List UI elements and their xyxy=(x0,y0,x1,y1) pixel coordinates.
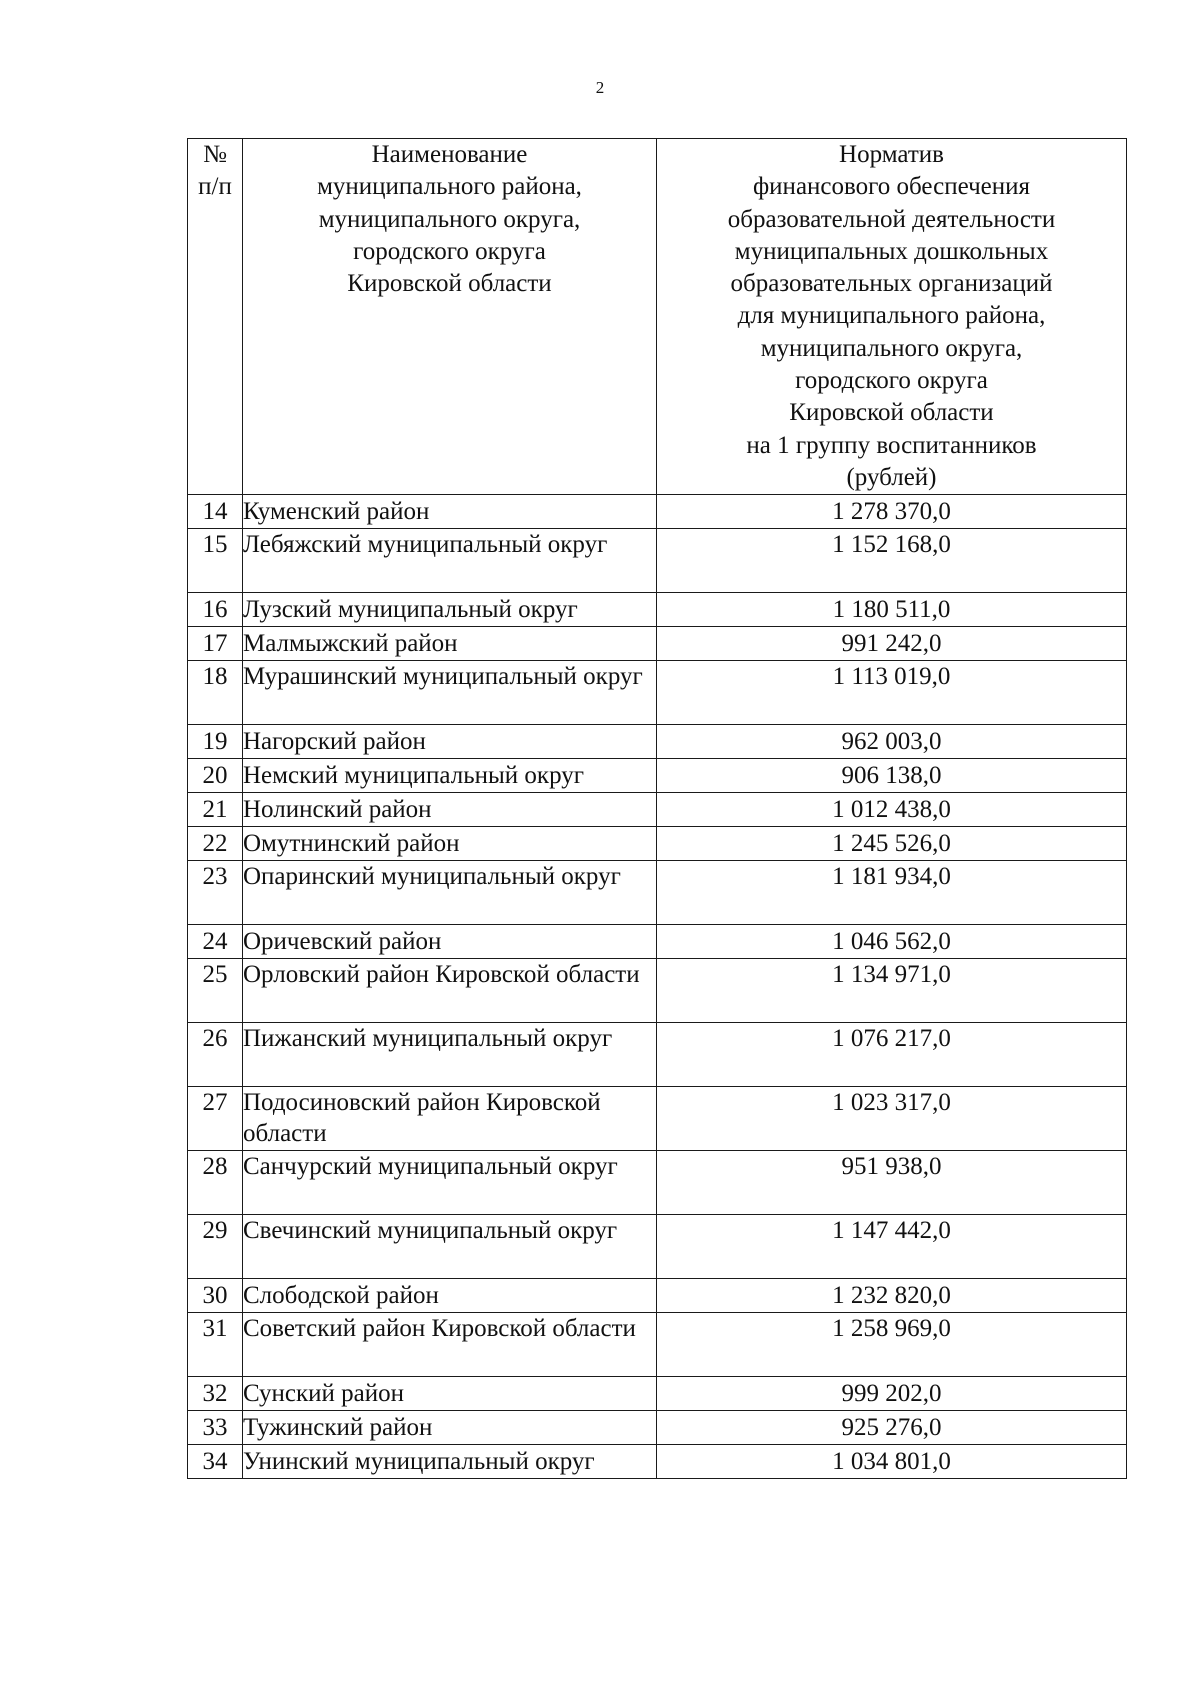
row-number: 18 xyxy=(188,661,243,725)
page-number: 2 xyxy=(595,78,605,97)
table-row xyxy=(188,1151,1127,1215)
row-number: 31 xyxy=(188,1313,243,1377)
row-value: 1 034 801,0 xyxy=(657,1445,1127,1479)
table-row xyxy=(188,1445,1127,1479)
row-number: 25 xyxy=(188,959,243,1023)
row-name: Тужинский район xyxy=(243,1411,657,1445)
header-name: Наименование муниципального района, муниципального округа, городского округа Кировской области xyxy=(243,139,657,495)
table-row xyxy=(188,1215,1127,1279)
row-name: Лебяжский муниципальный округ xyxy=(243,529,657,593)
norm-table xyxy=(187,138,1127,1479)
table-row xyxy=(188,1377,1127,1411)
row-number: 26 xyxy=(188,1023,243,1087)
row-number: 21 xyxy=(188,793,243,827)
table-row xyxy=(188,793,1127,827)
row-number: 29 xyxy=(188,1215,243,1279)
row-value: 1 023 317,0 xyxy=(657,1087,1127,1151)
row-name: Нагорский район xyxy=(243,725,657,759)
table-header-row xyxy=(188,139,1127,495)
row-value: 991 242,0 xyxy=(657,627,1127,661)
row-number: 24 xyxy=(188,925,243,959)
row-number: 23 xyxy=(188,861,243,925)
row-number: 34 xyxy=(188,1445,243,1479)
row-value: 1 232 820,0 xyxy=(657,1279,1127,1313)
row-name: Пижанский муниципальный округ xyxy=(243,1023,657,1087)
row-name: Унинский муниципальный округ xyxy=(243,1445,657,1479)
row-name: Сунский район xyxy=(243,1377,657,1411)
row-value: 1 113 019,0 xyxy=(657,661,1127,725)
row-name: Санчурский муниципальный округ xyxy=(243,1151,657,1215)
row-value: 1 258 969,0 xyxy=(657,1313,1127,1377)
row-value: 999 202,0 xyxy=(657,1377,1127,1411)
table-row xyxy=(188,759,1127,793)
row-number: 16 xyxy=(188,593,243,627)
table-row xyxy=(188,925,1127,959)
row-number: 33 xyxy=(188,1411,243,1445)
row-number: 28 xyxy=(188,1151,243,1215)
table-row xyxy=(188,1313,1127,1377)
row-name: Подосиновский район Кировской области xyxy=(243,1087,657,1151)
header-value: Норматив финансового обеспечения образовательной деятельности муниципальных дошкольных образовательных организаций для муниципального района, муниципального округа, городского округа Кировской области на 1 группу воспитанников (рублей) xyxy=(657,139,1127,495)
row-name: Малмыжский район xyxy=(243,627,657,661)
header-number: № п/п xyxy=(188,139,243,495)
table-row xyxy=(188,1279,1127,1313)
row-name: Немский муниципальный округ xyxy=(243,759,657,793)
table-row xyxy=(188,627,1127,661)
table-body xyxy=(188,495,1127,1479)
row-value: 1 012 438,0 xyxy=(657,793,1127,827)
row-value: 1 180 511,0 xyxy=(657,593,1127,627)
row-value: 925 276,0 xyxy=(657,1411,1127,1445)
row-name: Слободской район xyxy=(243,1279,657,1313)
row-value: 1 245 526,0 xyxy=(657,827,1127,861)
row-value: 962 003,0 xyxy=(657,725,1127,759)
row-value: 1 181 934,0 xyxy=(657,861,1127,925)
table-row xyxy=(188,1023,1127,1087)
table-row xyxy=(188,529,1127,593)
row-value: 951 938,0 xyxy=(657,1151,1127,1215)
row-number: 17 xyxy=(188,627,243,661)
row-name: Опаринский муниципальный округ xyxy=(243,861,657,925)
row-number: 14 xyxy=(188,495,243,529)
table-row xyxy=(188,593,1127,627)
row-number: 20 xyxy=(188,759,243,793)
row-name: Советский район Кировской области xyxy=(243,1313,657,1377)
row-value: 1 147 442,0 xyxy=(657,1215,1127,1279)
row-name: Лузский муниципальный округ xyxy=(243,593,657,627)
table-row xyxy=(188,959,1127,1023)
table-row xyxy=(188,861,1127,925)
row-value: 1 278 370,0 xyxy=(657,495,1127,529)
row-number: 22 xyxy=(188,827,243,861)
row-value: 906 138,0 xyxy=(657,759,1127,793)
row-number: 27 xyxy=(188,1087,243,1151)
row-name: Куменский район xyxy=(243,495,657,529)
row-name: Орловский район Кировской области xyxy=(243,959,657,1023)
row-name: Свечинский муниципальный округ xyxy=(243,1215,657,1279)
row-name: Нолинский район xyxy=(243,793,657,827)
row-value: 1 076 217,0 xyxy=(657,1023,1127,1087)
row-name: Омутнинский район xyxy=(243,827,657,861)
table-row xyxy=(188,661,1127,725)
row-number: 19 xyxy=(188,725,243,759)
table-row xyxy=(188,495,1127,529)
row-value: 1 134 971,0 xyxy=(657,959,1127,1023)
row-number: 30 xyxy=(188,1279,243,1313)
row-number: 32 xyxy=(188,1377,243,1411)
row-number: 15 xyxy=(188,529,243,593)
row-value: 1 046 562,0 xyxy=(657,925,1127,959)
row-value: 1 152 168,0 xyxy=(657,529,1127,593)
row-name: Оричевский район xyxy=(243,925,657,959)
table-row xyxy=(188,725,1127,759)
row-name: Мурашинский муниципальный округ xyxy=(243,661,657,725)
table-row xyxy=(188,1411,1127,1445)
table-row xyxy=(188,827,1127,861)
table-row xyxy=(188,1087,1127,1151)
